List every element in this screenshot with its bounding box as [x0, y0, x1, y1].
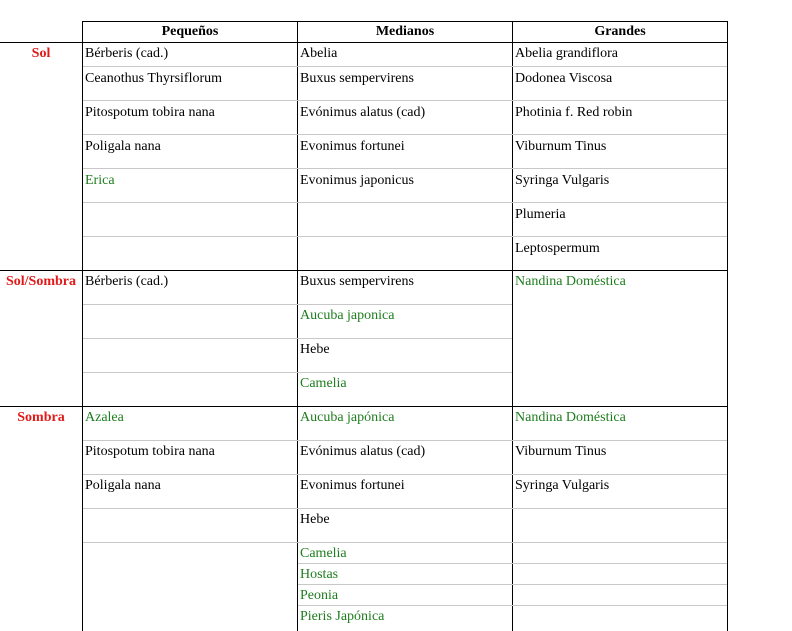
table-cell: Erica [85, 173, 115, 188]
table-cell: Bérberis (cad.) [85, 46, 169, 61]
table-cell: Azalea [85, 410, 124, 425]
table-cell: Syringa Vulgaris [515, 173, 610, 188]
row-divider [83, 134, 727, 135]
row-divider [83, 168, 727, 169]
table-cell: Poligala nana [85, 478, 161, 493]
table-cell: Nandina Doméstica [515, 274, 626, 289]
table-cell: Evonimus fortunei [300, 139, 405, 154]
row-divider [83, 100, 727, 101]
table-cell: Pieris Japónica [300, 609, 385, 624]
table-cell: Syringa Vulgaris [515, 478, 610, 493]
row-divider [298, 563, 727, 564]
table-cell: Camelia [300, 546, 347, 561]
table-cell: Evonimus fortunei [300, 478, 405, 493]
row-divider [83, 304, 512, 305]
table-cell: Peonia [300, 588, 339, 603]
row-divider [298, 584, 727, 585]
table-cell: Poligala nana [85, 139, 161, 154]
table-cell: Pitospotum tobira nana [85, 444, 215, 459]
column-header-small: Pequeños [161, 24, 219, 39]
table-cell: Abelia grandiflora [515, 46, 619, 61]
table-cell: Viburnum Tinus [515, 139, 607, 154]
table-cell: Nandina Doméstica [515, 410, 626, 425]
table-cell: Leptospermum [515, 241, 600, 256]
column-header-large: Grandes [594, 24, 646, 39]
row-divider [83, 372, 512, 373]
table-cell: Plumeria [515, 207, 566, 222]
category-sol-sombra: Sol/Sombra [5, 274, 76, 289]
table-cell: Abelia [300, 46, 338, 61]
table-cell: Ceanothus Thyrsiflorum [85, 71, 223, 86]
table-cell: Photinia f. Red robin [515, 105, 633, 120]
column-header-medium: Medianos [375, 24, 435, 39]
row-divider [83, 474, 727, 475]
table-cell: Buxus sempervirens [300, 71, 414, 86]
table-cell: Aucuba japonica [300, 308, 395, 323]
row-divider [83, 236, 727, 237]
table-cell: Hebe [300, 342, 330, 357]
table-cell: Buxus sempervirens [300, 274, 414, 289]
row-divider [83, 66, 727, 67]
row-divider [83, 202, 727, 203]
table-cell: Aucuba japónica [300, 410, 395, 425]
table-cell: Evonimus japonicus [300, 173, 414, 188]
table-cell: Hostas [300, 567, 339, 582]
table-cell: Evónimus alatus (cad) [300, 105, 426, 120]
category-sombra: Sombra [17, 410, 65, 425]
table-cell: Evónimus alatus (cad) [300, 444, 426, 459]
category-sol: Sol [31, 46, 51, 61]
table-cell: Camelia [300, 376, 347, 391]
row-divider [83, 338, 512, 339]
table-cell: Hebe [300, 512, 330, 527]
table-cell: Dodonea Viscosa [515, 71, 613, 86]
row-divider [83, 508, 727, 509]
row-divider [83, 542, 727, 543]
table-cell: Pitospotum tobira nana [85, 105, 215, 120]
table-cell: Viburnum Tinus [515, 444, 607, 459]
row-divider [298, 605, 727, 606]
row-divider [83, 440, 727, 441]
table-cell: Bérberis (cad.) [85, 274, 169, 289]
